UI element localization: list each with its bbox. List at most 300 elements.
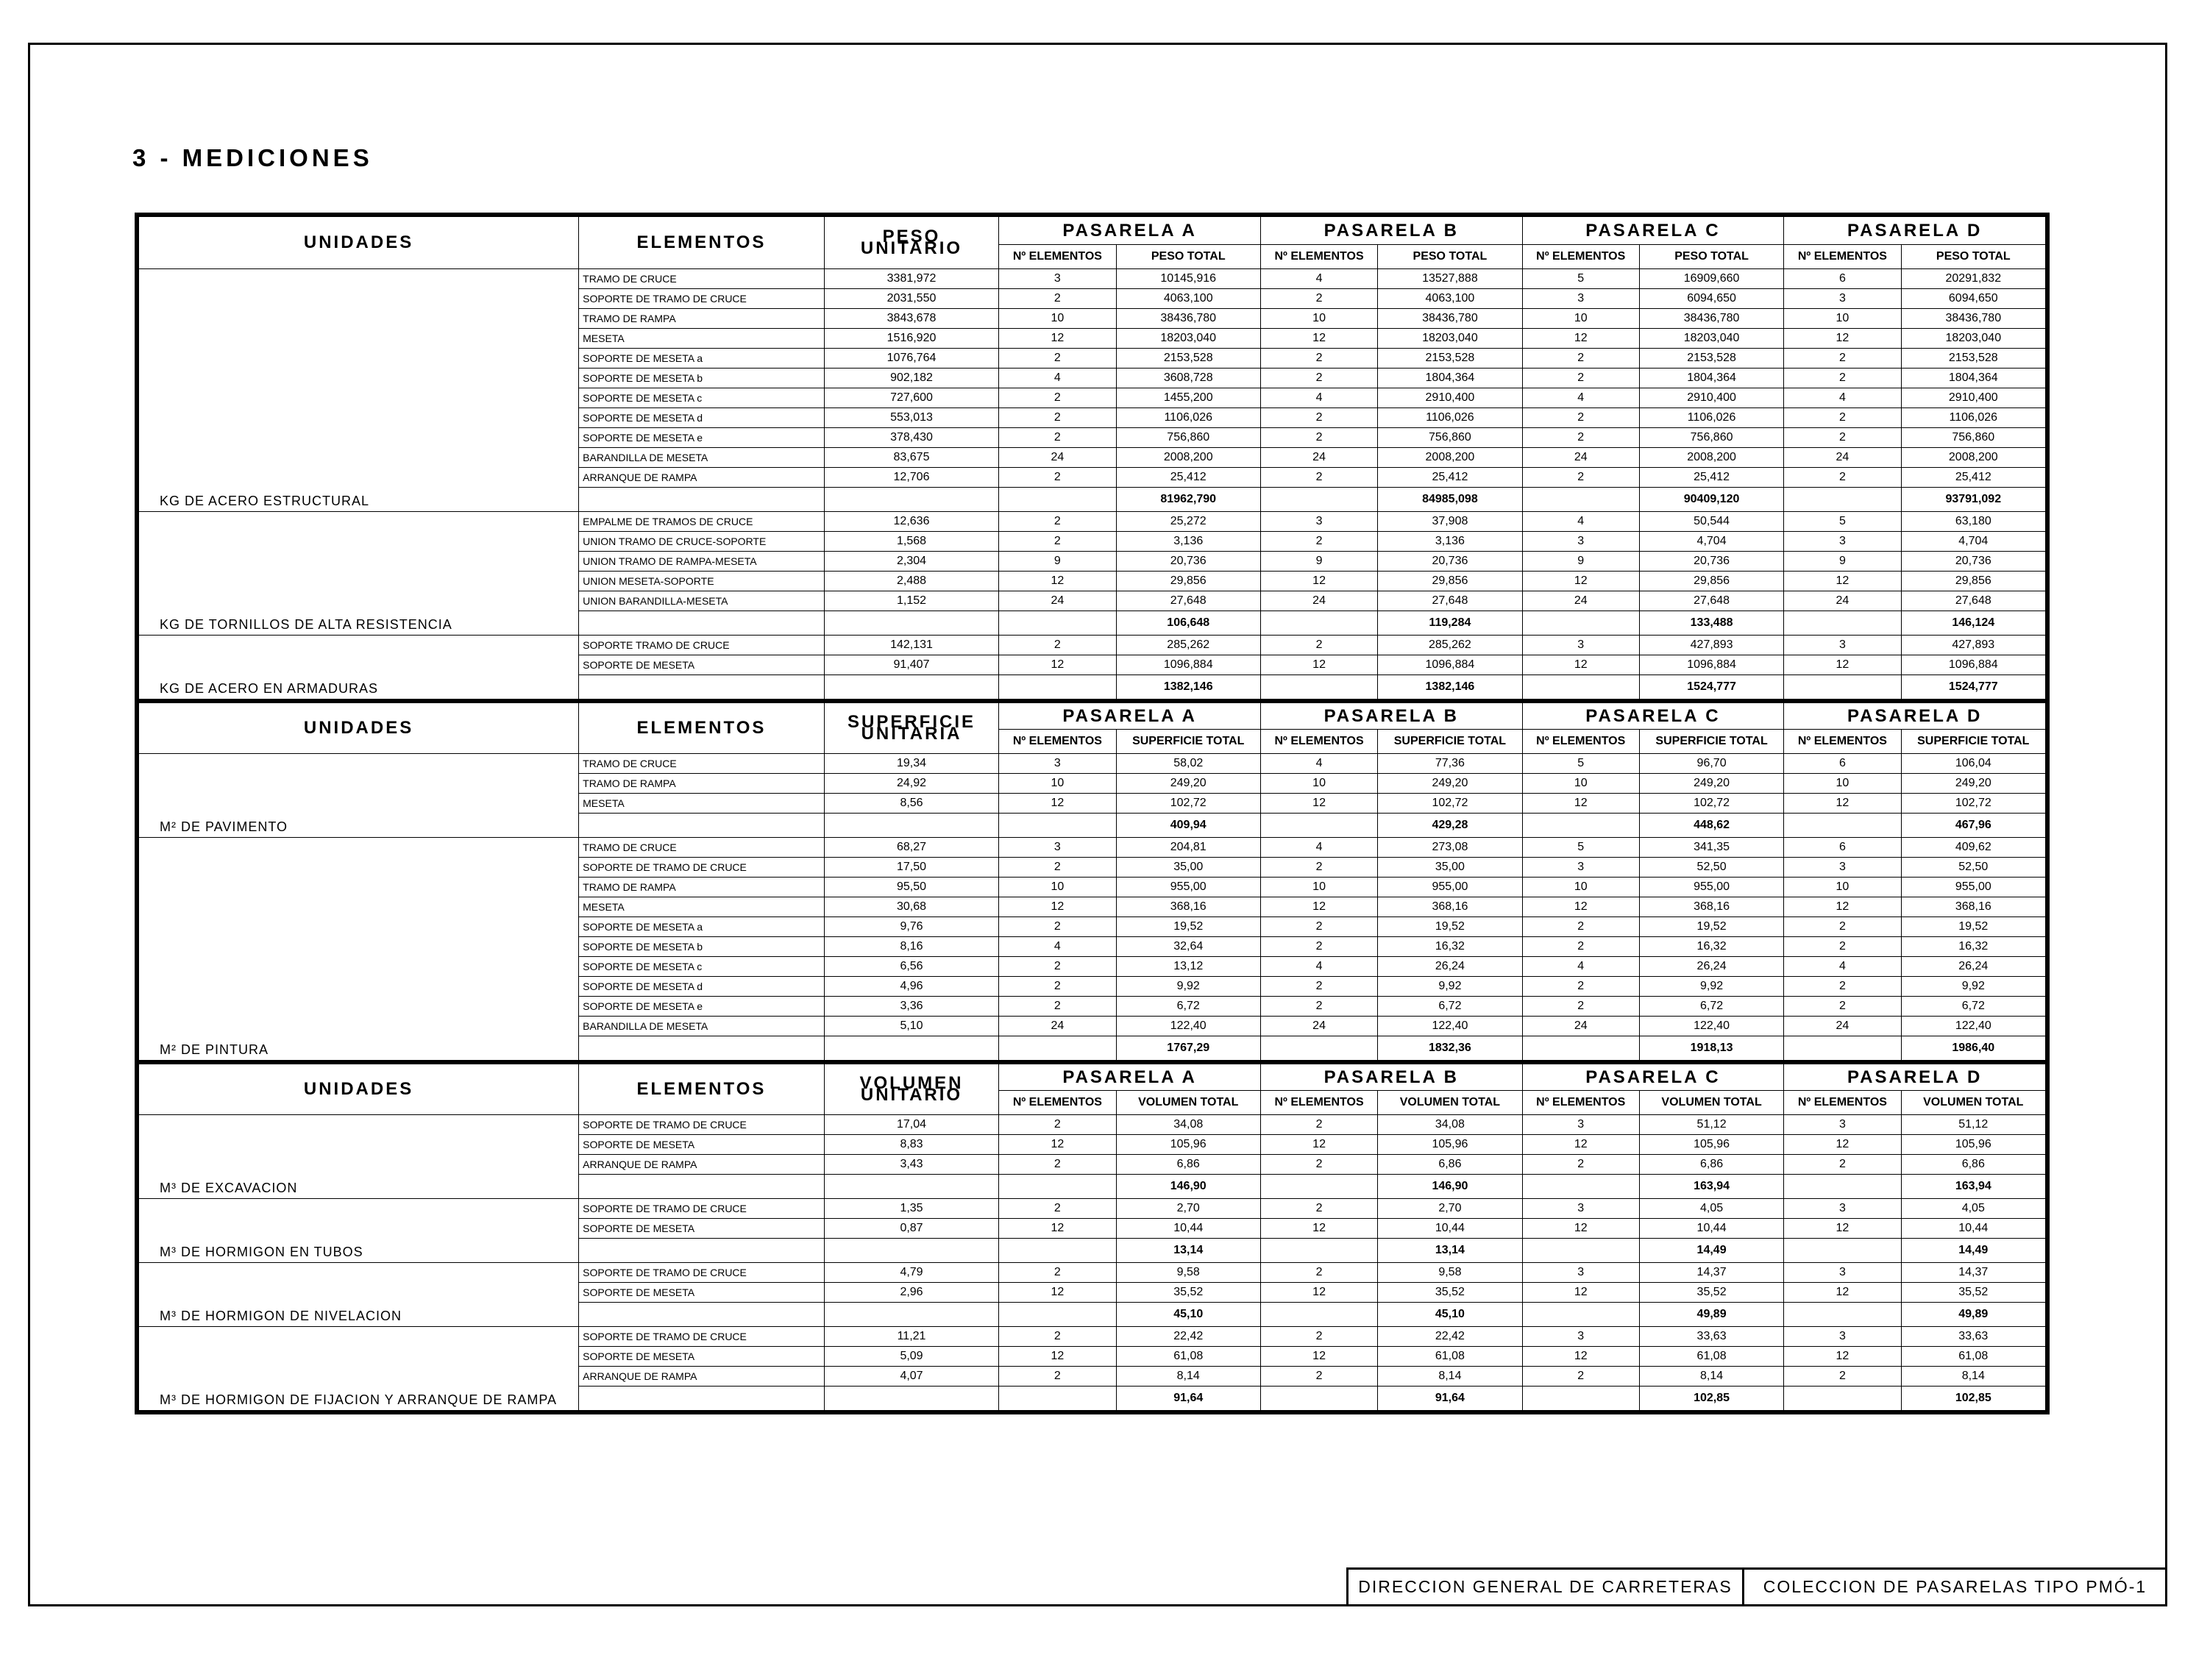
empty-cell (999, 488, 1116, 512)
n-elements-header: Nº ELEMENTOS (1260, 730, 1377, 754)
n-elements-cell: 12 (1522, 329, 1639, 349)
total-cell: 2910,400 (1378, 388, 1522, 408)
element-name: SOPORTE DE MESETA (579, 1135, 825, 1155)
n-elements-cell: 24 (1522, 591, 1639, 611)
n-elements-header: Nº ELEMENTOS (1522, 1091, 1639, 1115)
n-elements-header: Nº ELEMENTOS (1784, 245, 1901, 269)
n-elements-cell: 2 (999, 957, 1116, 977)
unit-group-label: M² DE PINTURA (139, 838, 579, 1061)
empty-cell (1260, 1239, 1377, 1263)
total-cell: 1096,884 (1378, 655, 1522, 675)
total-cell: 63,180 (1901, 512, 2045, 532)
total-cell: 2153,528 (1116, 349, 1260, 369)
total-cell: 35,52 (1116, 1283, 1260, 1303)
total-cell: 368,16 (1901, 897, 2045, 917)
element-name: UNION TRAMO DE CRUCE-SOPORTE (579, 532, 825, 552)
total-cell: 38436,780 (1116, 309, 1260, 329)
unit-value: 11,21 (824, 1327, 998, 1347)
total-cell: 18203,040 (1901, 329, 2045, 349)
empty-cell (1784, 675, 1901, 700)
n-elements-cell: 2 (1522, 977, 1639, 997)
n-elements-cell: 4 (999, 369, 1116, 388)
element-name: UNION MESETA-SOPORTE (579, 572, 825, 591)
element-name: SOPORTE DE MESETA (579, 655, 825, 675)
total-cell: 20,736 (1901, 552, 2045, 572)
n-elements-cell: 2 (999, 997, 1116, 1017)
total-cell: 2008,200 (1639, 448, 1783, 468)
group-total: 49,89 (1901, 1303, 2045, 1327)
total-cell: 273,08 (1378, 838, 1522, 858)
table-row (139, 1263, 2046, 1283)
unit-group-label: M³ DE EXCAVACION (139, 1115, 579, 1199)
total-cell: 10,44 (1901, 1219, 2045, 1239)
total-cell: 18203,040 (1378, 329, 1522, 349)
unit-group-label: M³ DE HORMIGON DE FIJACION Y ARRANQUE DE RAMPA (139, 1327, 579, 1411)
pasarela-header: PASARELA B (1260, 702, 1522, 730)
n-elements-cell: 10 (1260, 309, 1377, 329)
empty-cell (579, 611, 825, 636)
total-cell: 19,52 (1116, 917, 1260, 937)
empty-cell (999, 1036, 1116, 1061)
total-cell: 4063,100 (1378, 289, 1522, 309)
group-total: 429,28 (1378, 814, 1522, 838)
element-name: SOPORTE DE MESETA b (579, 937, 825, 957)
total-cell: 33,63 (1901, 1327, 2045, 1347)
n-elements-cell: 12 (1784, 1135, 1901, 1155)
n-elements-cell: 2 (1784, 468, 1901, 488)
n-elements-cell: 24 (1522, 1017, 1639, 1036)
empty-cell (824, 675, 998, 700)
total-cell: 1096,884 (1901, 655, 2045, 675)
empty-cell (579, 814, 825, 838)
n-elements-cell: 12 (1260, 1135, 1377, 1155)
unit-value: 142,131 (824, 636, 998, 655)
n-elements-cell: 5 (1522, 269, 1639, 289)
empty-cell (824, 1175, 998, 1199)
total-cell: 77,36 (1378, 754, 1522, 774)
empty-cell (1784, 1239, 1901, 1263)
n-elements-cell: 2 (1260, 349, 1377, 369)
total-cell: 38436,780 (1639, 309, 1783, 329)
group-total: 133,488 (1639, 611, 1783, 636)
total-cell: 18203,040 (1116, 329, 1260, 349)
n-elements-cell: 12 (999, 329, 1116, 349)
unit-value-header: SUPERFICIE UNITARIA (824, 702, 998, 754)
empty-cell (1522, 1239, 1639, 1263)
total-cell: 96,70 (1639, 754, 1783, 774)
empty-cell (1522, 1175, 1639, 1199)
total-cell: 2,70 (1116, 1199, 1260, 1219)
unit-value: 68,27 (824, 838, 998, 858)
unit-value: 24,92 (824, 774, 998, 794)
group-total: 90409,120 (1639, 488, 1783, 512)
total-cell: 10,44 (1378, 1219, 1522, 1239)
n-elements-cell: 12 (1522, 794, 1639, 814)
pasarela-header: PASARELA B (1260, 1063, 1522, 1091)
total-cell: 16,32 (1901, 937, 2045, 957)
total-cell: 102,72 (1901, 794, 2045, 814)
n-elements-cell: 10 (1522, 878, 1639, 897)
total-cell: 8,14 (1639, 1367, 1783, 1387)
total-cell: 13,12 (1116, 957, 1260, 977)
empty-cell (999, 1239, 1116, 1263)
total-cell: 6094,650 (1639, 289, 1783, 309)
group-total: 45,10 (1378, 1303, 1522, 1327)
n-elements-header: Nº ELEMENTOS (999, 730, 1116, 754)
n-elements-cell: 2 (1522, 369, 1639, 388)
unit-value: 2031,550 (824, 289, 998, 309)
total-cell: 25,412 (1378, 468, 1522, 488)
total-cell: 204,81 (1116, 838, 1260, 858)
total-cell: 6,72 (1639, 997, 1783, 1017)
total-cell: 19,52 (1901, 917, 2045, 937)
unit-value: 8,16 (824, 937, 998, 957)
unit-value: 3381,972 (824, 269, 998, 289)
total-cell: 427,893 (1639, 636, 1783, 655)
total-header: SUPERFICIE TOTAL (1116, 730, 1260, 754)
total-cell: 368,16 (1639, 897, 1783, 917)
unit-value: 1,152 (824, 591, 998, 611)
n-elements-cell: 2 (999, 1199, 1116, 1219)
group-total: 409,94 (1116, 814, 1260, 838)
group-total: 81962,790 (1116, 488, 1260, 512)
total-cell: 6,86 (1116, 1155, 1260, 1175)
group-total: 1832,36 (1378, 1036, 1522, 1061)
n-elements-cell: 2 (999, 1327, 1116, 1347)
unit-value: 2,96 (824, 1283, 998, 1303)
empty-cell (1522, 488, 1639, 512)
n-elements-cell: 2 (1260, 858, 1377, 878)
n-elements-cell: 4 (1522, 388, 1639, 408)
pasarela-header: PASARELA B (1260, 217, 1522, 245)
n-elements-cell: 6 (1784, 269, 1901, 289)
total-cell: 35,52 (1901, 1283, 2045, 1303)
empty-cell (1522, 1387, 1639, 1411)
total-cell: 38436,780 (1378, 309, 1522, 329)
total-cell: 29,856 (1901, 572, 2045, 591)
unit-value: 5,09 (824, 1347, 998, 1367)
unit-value: 4,79 (824, 1263, 998, 1283)
element-name: SOPORTE DE MESETA c (579, 957, 825, 977)
unidades-header: UNIDADES (139, 217, 579, 269)
group-total: 146,90 (1378, 1175, 1522, 1199)
element-name: SOPORTE DE TRAMO DE CRUCE (579, 289, 825, 309)
n-elements-cell: 12 (1784, 794, 1901, 814)
empty-cell (999, 675, 1116, 700)
total-header: PESO TOTAL (1378, 245, 1522, 269)
n-elements-cell: 12 (1522, 897, 1639, 917)
n-elements-cell: 3 (1522, 532, 1639, 552)
total-cell: 26,24 (1901, 957, 2045, 977)
n-elements-header: Nº ELEMENTOS (1522, 245, 1639, 269)
n-elements-cell: 12 (1260, 655, 1377, 675)
header-row (139, 217, 2046, 245)
n-elements-cell: 2 (999, 512, 1116, 532)
n-elements-cell: 4 (1260, 388, 1377, 408)
unit-value: 19,34 (824, 754, 998, 774)
element-name: SOPORTE DE MESETA d (579, 977, 825, 997)
total-cell: 61,08 (1639, 1347, 1783, 1367)
empty-cell (1522, 611, 1639, 636)
n-elements-cell: 4 (1260, 269, 1377, 289)
group-total: 1986,40 (1901, 1036, 2045, 1061)
total-cell: 955,00 (1378, 878, 1522, 897)
unit-value: 5,10 (824, 1017, 998, 1036)
element-name: MESETA (579, 794, 825, 814)
empty-cell (824, 611, 998, 636)
total-cell: 9,58 (1378, 1263, 1522, 1283)
total-cell: 10,44 (1116, 1219, 1260, 1239)
total-cell: 2910,400 (1639, 388, 1783, 408)
total-cell: 4063,100 (1116, 289, 1260, 309)
total-cell: 37,908 (1378, 512, 1522, 532)
n-elements-cell: 2 (1522, 917, 1639, 937)
total-cell: 9,92 (1378, 977, 1522, 997)
n-elements-cell: 6 (1784, 754, 1901, 774)
total-cell: 26,24 (1639, 957, 1783, 977)
unit-value: 727,600 (824, 388, 998, 408)
n-elements-cell: 12 (1784, 655, 1901, 675)
n-elements-cell: 2 (1784, 349, 1901, 369)
element-name: BARANDILLA DE MESETA (579, 448, 825, 468)
empty-cell (1522, 1036, 1639, 1061)
empty-cell (579, 1175, 825, 1199)
n-elements-cell: 3 (1784, 636, 1901, 655)
table-row (139, 512, 2046, 532)
empty-cell (824, 814, 998, 838)
empty-cell (1784, 1175, 1901, 1199)
empty-cell (1260, 1303, 1377, 1327)
n-elements-cell: 10 (1784, 774, 1901, 794)
n-elements-cell: 10 (1784, 309, 1901, 329)
n-elements-cell: 3 (1522, 1263, 1639, 1283)
unit-group-label: M² DE PAVIMENTO (139, 754, 579, 838)
total-cell: 25,412 (1901, 468, 2045, 488)
empty-cell (1260, 488, 1377, 512)
empty-cell (999, 1387, 1116, 1411)
total-header: SUPERFICIE TOTAL (1378, 730, 1522, 754)
n-elements-cell: 2 (1260, 1263, 1377, 1283)
total-cell: 756,860 (1639, 428, 1783, 448)
group-total: 93791,092 (1901, 488, 2045, 512)
n-elements-cell: 24 (1260, 448, 1377, 468)
unit-value: 83,675 (824, 448, 998, 468)
total-cell: 6,86 (1901, 1155, 2045, 1175)
pasarela-header: PASARELA A (999, 702, 1261, 730)
total-cell: 6,86 (1378, 1155, 1522, 1175)
element-name: ARRANQUE DE RAMPA (579, 1155, 825, 1175)
n-elements-cell: 12 (999, 897, 1116, 917)
total-cell: 52,50 (1639, 858, 1783, 878)
n-elements-cell: 3 (1784, 1199, 1901, 1219)
unit-value: 902,182 (824, 369, 998, 388)
n-elements-cell: 3 (1784, 1263, 1901, 1283)
n-elements-cell: 12 (1784, 897, 1901, 917)
element-name: SOPORTE DE TRAMO DE CRUCE (579, 858, 825, 878)
total-cell: 29,856 (1116, 572, 1260, 591)
table-row (139, 1327, 2046, 1347)
n-elements-cell: 2 (1260, 917, 1377, 937)
unit-value: 17,04 (824, 1115, 998, 1135)
unit-value: 1076,764 (824, 349, 998, 369)
n-elements-cell: 12 (999, 794, 1116, 814)
total-cell: 2008,200 (1116, 448, 1260, 468)
measurement-table (138, 1061, 2046, 1411)
n-elements-cell: 2 (1260, 1327, 1377, 1347)
group-total: 1918,13 (1639, 1036, 1783, 1061)
n-elements-cell: 3 (1260, 512, 1377, 532)
total-cell: 16,32 (1639, 937, 1783, 957)
n-elements-cell: 12 (1260, 572, 1377, 591)
n-elements-cell: 2 (1784, 428, 1901, 448)
n-elements-cell: 12 (1784, 1347, 1901, 1367)
total-header: SUPERFICIE TOTAL (1901, 730, 2045, 754)
element-name: UNION TRAMO DE RAMPA-MESETA (579, 552, 825, 572)
element-name: SOPORTE DE MESETA a (579, 349, 825, 369)
empty-cell (1260, 1036, 1377, 1061)
n-elements-cell: 2 (1784, 369, 1901, 388)
n-elements-header: Nº ELEMENTOS (1260, 245, 1377, 269)
unit-value: 3843,678 (824, 309, 998, 329)
total-header: SUPERFICIE TOTAL (1639, 730, 1783, 754)
total-cell: 9,92 (1639, 977, 1783, 997)
empty-cell (824, 488, 998, 512)
n-elements-cell: 2 (1260, 428, 1377, 448)
n-elements-header: Nº ELEMENTOS (1522, 730, 1639, 754)
element-name: SOPORTE DE MESETA d (579, 408, 825, 428)
element-name: SOPORTE TRAMO DE CRUCE (579, 636, 825, 655)
measurements-tables (135, 213, 2050, 1414)
empty-cell (1260, 675, 1377, 700)
total-cell: 955,00 (1639, 878, 1783, 897)
unit-value: 12,636 (824, 512, 998, 532)
element-name: SOPORTE DE MESETA e (579, 997, 825, 1017)
empty-cell (1260, 1387, 1377, 1411)
empty-cell (1260, 611, 1377, 636)
n-elements-cell: 10 (999, 878, 1116, 897)
total-cell: 409,62 (1901, 838, 2045, 858)
n-elements-cell: 2 (1522, 997, 1639, 1017)
total-cell: 20,736 (1116, 552, 1260, 572)
n-elements-cell: 2 (999, 977, 1116, 997)
total-cell: 33,63 (1639, 1327, 1783, 1347)
total-cell: 6,86 (1639, 1155, 1783, 1175)
element-name: SOPORTE DE MESETA e (579, 428, 825, 448)
element-name: SOPORTE DE TRAMO DE CRUCE (579, 1263, 825, 1283)
total-header: PESO TOTAL (1639, 245, 1783, 269)
table-row (139, 1115, 2046, 1135)
n-elements-cell: 3 (1522, 1115, 1639, 1135)
n-elements-cell: 2 (1522, 468, 1639, 488)
n-elements-cell: 12 (1784, 572, 1901, 591)
n-elements-cell: 3 (999, 754, 1116, 774)
n-elements-cell: 12 (999, 655, 1116, 675)
unit-value: 12,706 (824, 468, 998, 488)
total-cell: 249,20 (1378, 774, 1522, 794)
total-header: VOLUMEN TOTAL (1378, 1091, 1522, 1115)
n-elements-cell: 2 (999, 408, 1116, 428)
table-row (139, 838, 2046, 858)
total-header: PESO TOTAL (1116, 245, 1260, 269)
element-name: MESETA (579, 329, 825, 349)
n-elements-cell: 2 (999, 1367, 1116, 1387)
n-elements-cell: 12 (1522, 1347, 1639, 1367)
element-name: SOPORTE DE MESETA c (579, 388, 825, 408)
total-cell: 2910,400 (1901, 388, 2045, 408)
n-elements-cell: 9 (1522, 552, 1639, 572)
n-elements-cell: 2 (1260, 289, 1377, 309)
empty-cell (1784, 1387, 1901, 1411)
total-cell: 4,05 (1639, 1199, 1783, 1219)
n-elements-cell: 2 (1784, 1155, 1901, 1175)
pasarela-header: PASARELA C (1522, 1063, 1784, 1091)
n-elements-header: Nº ELEMENTOS (1784, 1091, 1901, 1115)
total-cell: 1804,364 (1639, 369, 1783, 388)
total-cell: 10,44 (1639, 1219, 1783, 1239)
total-cell: 22,42 (1378, 1327, 1522, 1347)
total-cell: 6094,650 (1901, 289, 2045, 309)
total-cell: 25,272 (1116, 512, 1260, 532)
total-cell: 341,35 (1639, 838, 1783, 858)
total-cell: 3608,728 (1116, 369, 1260, 388)
total-cell: 9,92 (1116, 977, 1260, 997)
n-elements-cell: 3 (999, 838, 1116, 858)
group-total: 49,89 (1639, 1303, 1783, 1327)
total-cell: 34,08 (1378, 1115, 1522, 1135)
empty-cell (824, 1387, 998, 1411)
page-title: 3 - MEDICIONES (132, 144, 373, 171)
element-name: SOPORTE DE TRAMO DE CRUCE (579, 1199, 825, 1219)
n-elements-cell: 6 (1784, 838, 1901, 858)
empty-cell (999, 1175, 1116, 1199)
n-elements-cell: 12 (999, 1283, 1116, 1303)
empty-cell (1784, 814, 1901, 838)
header-row (139, 702, 2046, 730)
unidades-header: UNIDADES (139, 702, 579, 754)
total-cell: 19,52 (1639, 917, 1783, 937)
total-cell: 58,02 (1116, 754, 1260, 774)
n-elements-cell: 2 (1260, 532, 1377, 552)
total-cell: 6,72 (1378, 997, 1522, 1017)
unit-value: 9,76 (824, 917, 998, 937)
group-total: 45,10 (1116, 1303, 1260, 1327)
n-elements-cell: 12 (1260, 794, 1377, 814)
element-name: SOPORTE DE MESETA (579, 1347, 825, 1367)
n-elements-cell: 2 (999, 388, 1116, 408)
total-cell: 122,40 (1378, 1017, 1522, 1036)
empty-cell (579, 1036, 825, 1061)
total-header: VOLUMEN TOTAL (1901, 1091, 2045, 1115)
unit-value: 1516,920 (824, 329, 998, 349)
n-elements-cell: 5 (1522, 754, 1639, 774)
total-cell: 105,96 (1901, 1135, 2045, 1155)
total-cell: 8,14 (1116, 1367, 1260, 1387)
group-total: 102,85 (1639, 1387, 1783, 1411)
total-cell: 102,72 (1378, 794, 1522, 814)
n-elements-cell: 12 (1522, 572, 1639, 591)
total-cell: 249,20 (1901, 774, 2045, 794)
n-elements-cell: 2 (1522, 1155, 1639, 1175)
n-elements-cell: 2 (1260, 977, 1377, 997)
n-elements-cell: 2 (1522, 349, 1639, 369)
pasarela-header: PASARELA D (1784, 1063, 2046, 1091)
total-cell: 106,04 (1901, 754, 2045, 774)
title-block-author: DIRECCION GENERAL DE CARRETERAS (1348, 1570, 1744, 1604)
total-cell: 35,52 (1639, 1283, 1783, 1303)
total-cell: 25,412 (1116, 468, 1260, 488)
unit-value: 91,407 (824, 655, 998, 675)
n-elements-cell: 2 (999, 349, 1116, 369)
